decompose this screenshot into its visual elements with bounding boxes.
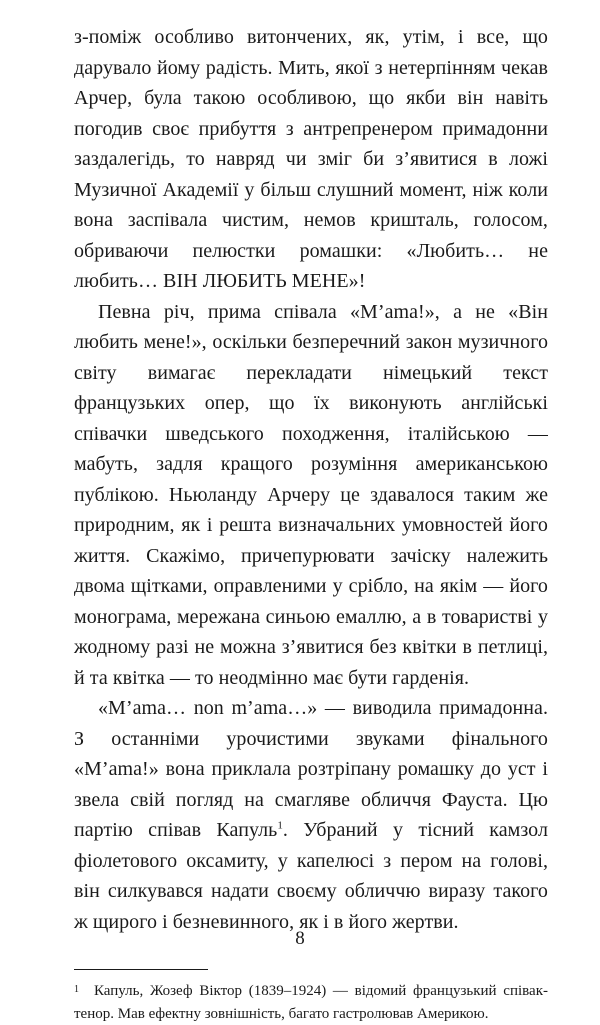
paragraph-3-text-after-ref: . Убраний у тісний камзол фіолетового оксамиту, у капелюсі з пером на голові, він силкувався надати своєму обличчю виразу такого ж щирого і безневинного, як і в його жертви. bbox=[74, 819, 549, 933]
footnote-divider bbox=[74, 969, 208, 970]
footnote bbox=[74, 980, 548, 1025]
paragraph-2: Певна річ, прима співала «M’ama!», а не «Він любить мене!», оскільки безперечний закон музичного світу вимагає перекладати німецький текст французьких опер, що їх виконують англійські співачки шведського походження, італійською — мабуть, задля кращого розуміння американською публікою. Ньюланду Арчеру це здавалося таким же природним, як і решта визначальних умовностей його життя. Скажімо, причепурювати зачіску належить двома щітками, оправленими у срібло, на якім — його монограма, мережана синьою емаллю, а в товаристві у жодному разі не можна з’явитися без квітки в петлиці, й та квітка — то неодмінно має бути гарденія. bbox=[74, 300, 548, 689]
paragraph-1: з-поміж особливо витончених, як, утім, і все, що дарувало йому радість. Мить, якої з нетерпінням чекав Арчер, була такою особливою, що якби він навіть погодив своє прибуття з антрепренером примадонни заздалегідь, то навряд чи зміг би з’явитися в ложі Музичної Академії у більш слушний момент, ніж коли вона заспівала чистим, немов кришталь, голосом, обриваючи пелюстки ромашки: «Любить… не любить… ВІН ЛЮБИТЬ МЕНЕ»! bbox=[74, 26, 548, 292]
paragraph-3-text-before-ref: «M’ama… non m’ama…» — виводила примадонна. З останніми урочистими звуками фінального «M’ama!» вона приклала розтріпану ромашку до уст і звела свій погляд на смагляве обличчя Фауста. Цю партію співав Капуль bbox=[74, 697, 548, 841]
footnote-text: Капуль, Жозеф Віктор (1839–1924) — відомий французький співак-тенор. Мав ефектну зовнішність, багато гастролював Америкою. bbox=[74, 983, 548, 1022]
main-text bbox=[74, 22, 548, 937]
footnote-reference[interactable]: 1 bbox=[277, 819, 283, 832]
page-number: 8 bbox=[295, 928, 305, 949]
footnote-marker: 1 bbox=[74, 984, 79, 995]
paragraph-3 bbox=[74, 693, 548, 937]
